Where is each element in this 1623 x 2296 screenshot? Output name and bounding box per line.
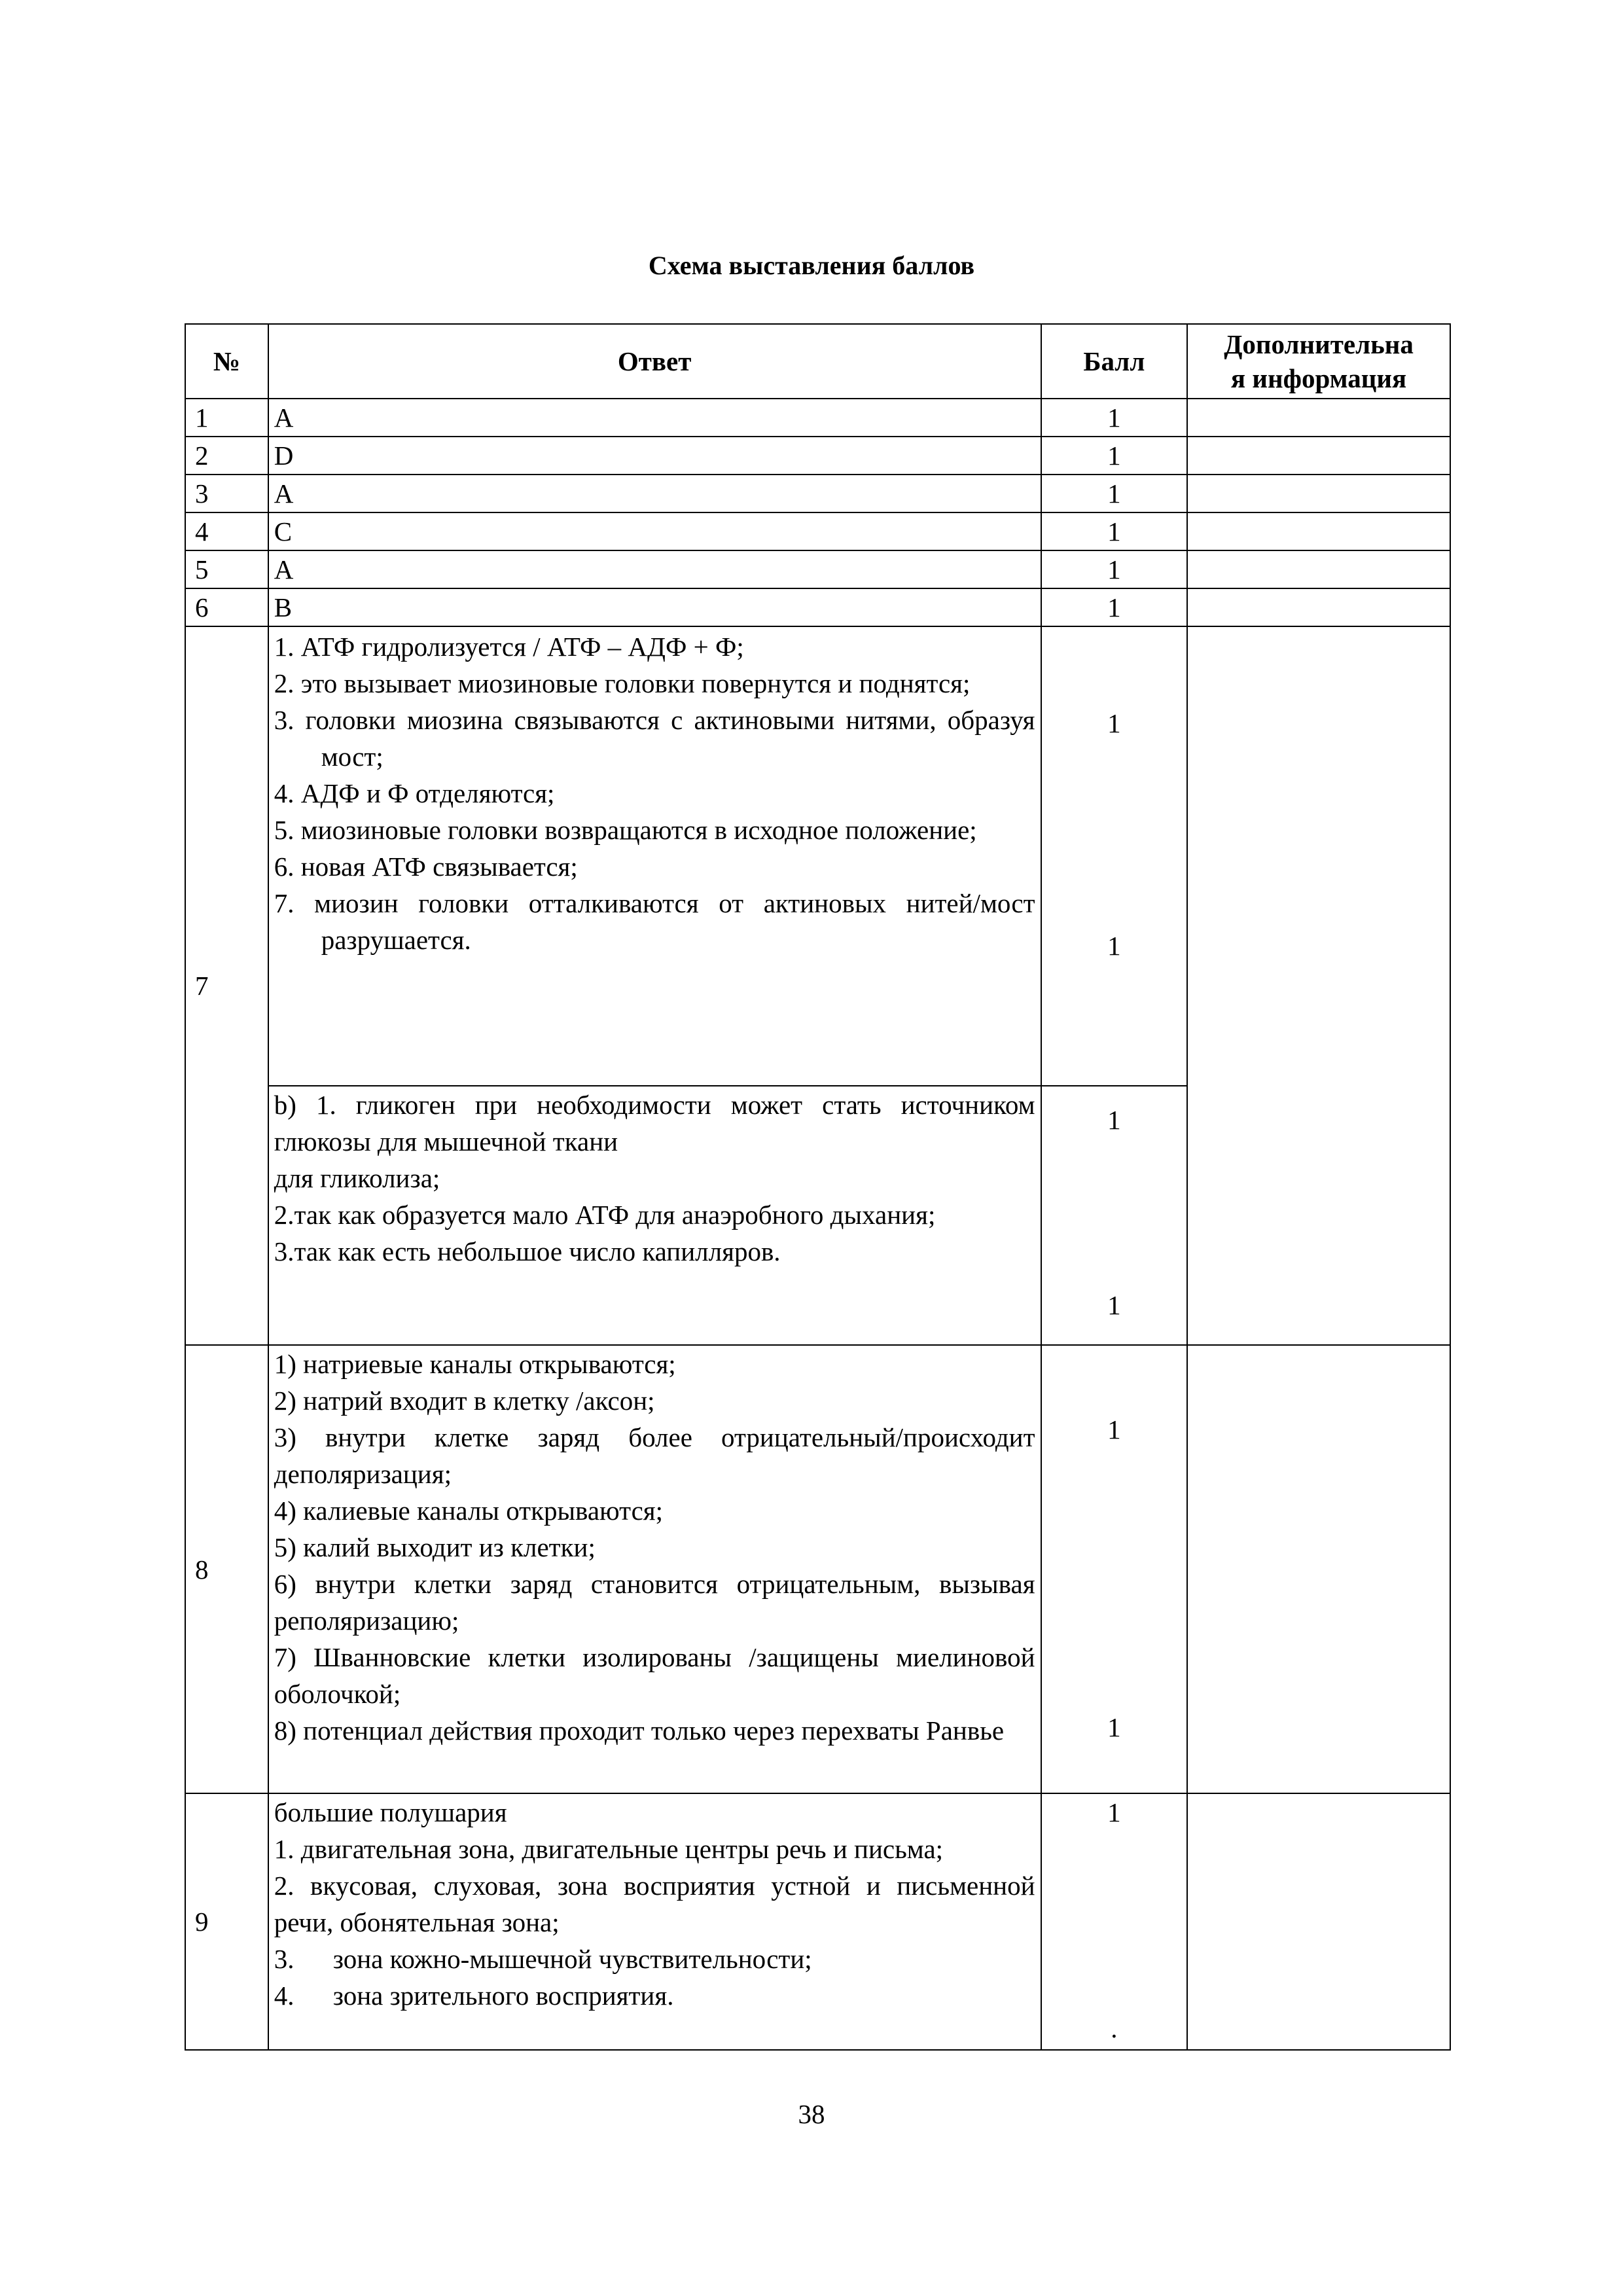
answer-line: 1. двигательная зона, двигательные центры речь и письма;	[274, 1834, 944, 1864]
answer-line: 5) калий выходит из клетки;	[274, 1532, 596, 1562]
answer-line: 3.так как есть небольшое число капилляров.	[274, 1236, 781, 1266]
row-score: 1	[1041, 588, 1188, 626]
row-score: 1	[1041, 550, 1188, 588]
item-text: зона кожно-мышечной чувствительности;	[332, 1944, 812, 1974]
table-row	[185, 550, 1450, 588]
row-answer: B	[268, 588, 1041, 626]
answer-line: 4. АДФ и Ф отделяются;	[274, 778, 555, 808]
row-info-q9	[1187, 1793, 1450, 2050]
score-q9	[1041, 1793, 1188, 2050]
answer-line: b) 1. гликоген при необходимости может стать источником глюкозы для мышечной ткани	[274, 1090, 1035, 1157]
row-info	[1187, 437, 1450, 475]
row-answer: A	[268, 550, 1041, 588]
answer-line: 2. вкусовая, слуховая, зона восприятия устной и письменной речи, обонятельная зона;	[274, 1871, 1035, 1937]
row-number: 5	[185, 550, 268, 588]
table-row	[185, 399, 1450, 437]
table-row	[185, 588, 1450, 626]
answer-line: 8) потенциал действия проходит только через перехваты Ранвье	[274, 1715, 1005, 1746]
answer-line: 7) Шванновские клетки изолированы /защищены миелиновой оболочкой;	[274, 1642, 1035, 1709]
answer-line: 4) калиевые каналы открываются;	[274, 1496, 664, 1526]
item-number: 3.	[274, 1944, 294, 1974]
table-row	[185, 475, 1450, 512]
answer-line: 1) натриевые каналы открываются;	[274, 1349, 676, 1379]
item-number: 4.	[274, 1981, 294, 2011]
score-q7-part-a	[1041, 626, 1188, 1086]
answer-line: большие полушария	[274, 1797, 507, 1827]
row-info-q8	[1187, 1345, 1450, 1793]
header-score: Балл	[1041, 324, 1188, 399]
answer-line: 2) натрий входит в клетку /аксон;	[274, 1386, 655, 1416]
answer-line: 7. миозин головки отталкиваются от актиновых нитей/мост разрушается.	[274, 888, 1035, 955]
score-value: 1	[1107, 1290, 1121, 1320]
row-number: 1	[185, 399, 268, 437]
score-value: 1	[1107, 1105, 1121, 1135]
answer-line: 6) внутри клетки заряд становится отрицательным, вызывая реполяризацию;	[274, 1569, 1035, 1636]
answer-q7-part-b	[268, 1086, 1041, 1345]
answer-q9	[268, 1793, 1041, 2050]
table-row	[185, 437, 1450, 475]
page-number: 38	[798, 2099, 825, 2129]
score-value: 1	[1107, 1414, 1121, 1444]
row-score: 1	[1041, 475, 1188, 512]
row-info	[1187, 588, 1450, 626]
answer-line: 3) внутри клетке заряд более отрицательный/происходит деполяризация;	[274, 1422, 1035, 1489]
table-row-q7a	[185, 626, 1450, 1086]
scoring-table	[185, 323, 1451, 2051]
table-row	[185, 512, 1450, 550]
answer-line: 6. новая АТФ связывается;	[274, 852, 578, 882]
row-number-q7: 7	[185, 626, 268, 1345]
row-score: 1	[1041, 512, 1188, 550]
row-number: 2	[185, 437, 268, 475]
answer-line: для гликолиза;	[274, 1163, 440, 1193]
row-info-q7	[1187, 626, 1450, 1345]
answer-line	[274, 1977, 1035, 2014]
row-answer: C	[268, 512, 1041, 550]
row-answer: A	[268, 475, 1041, 512]
row-info	[1187, 399, 1450, 437]
answer-line: 5. миозиновые головки возвращаются в исходное положение;	[274, 815, 977, 845]
score-q7-part-b	[1041, 1086, 1188, 1345]
answer-line	[274, 1941, 1035, 1977]
row-info	[1187, 550, 1450, 588]
row-score: 1	[1041, 399, 1188, 437]
table-row-q8	[185, 1345, 1450, 1793]
item-text: зона зрительного восприятия.	[332, 1981, 674, 2011]
answer-q8	[268, 1345, 1041, 1793]
header-number: №	[185, 324, 268, 399]
answer-line: 1. АТФ гидролизуется / АТФ – АДФ + Ф;	[274, 632, 744, 662]
table-row-q9	[185, 1793, 1450, 2050]
header-info-line-1: Дополнительна	[1224, 329, 1414, 359]
score-q8	[1041, 1345, 1188, 1793]
row-score: 1	[1041, 437, 1188, 475]
table-header-row	[185, 324, 1450, 399]
row-number-q8: 8	[185, 1345, 268, 1793]
answer-line: 2. это вызывает миозиновые головки повернутся и поднятся;	[274, 668, 971, 698]
header-additional-info	[1187, 324, 1450, 399]
score-value: 1	[1107, 1712, 1121, 1742]
row-answer: D	[268, 437, 1041, 475]
score-value: 1	[1107, 1797, 1121, 1827]
answer-q7-part-a	[268, 626, 1041, 1086]
page-title: Схема выставления баллов	[648, 251, 975, 280]
row-number-q9: 9	[185, 1793, 268, 2050]
header-info-line-2: я информация	[1230, 363, 1407, 393]
row-number: 4	[185, 512, 268, 550]
answer-line: 2.так как образуется мало АТФ для анаэробного дыхания;	[274, 1200, 936, 1230]
score-value: 1	[1107, 708, 1121, 738]
row-number: 6	[185, 588, 268, 626]
score-value: .	[1111, 2013, 1118, 2043]
header-answer: Ответ	[268, 324, 1041, 399]
row-number: 3	[185, 475, 268, 512]
row-answer: A	[268, 399, 1041, 437]
answer-line: 3. головки миозина связываются с актиновыми нитями, образуя мост;	[274, 705, 1035, 772]
score-value: 1	[1107, 931, 1121, 961]
row-info	[1187, 475, 1450, 512]
row-info	[1187, 512, 1450, 550]
